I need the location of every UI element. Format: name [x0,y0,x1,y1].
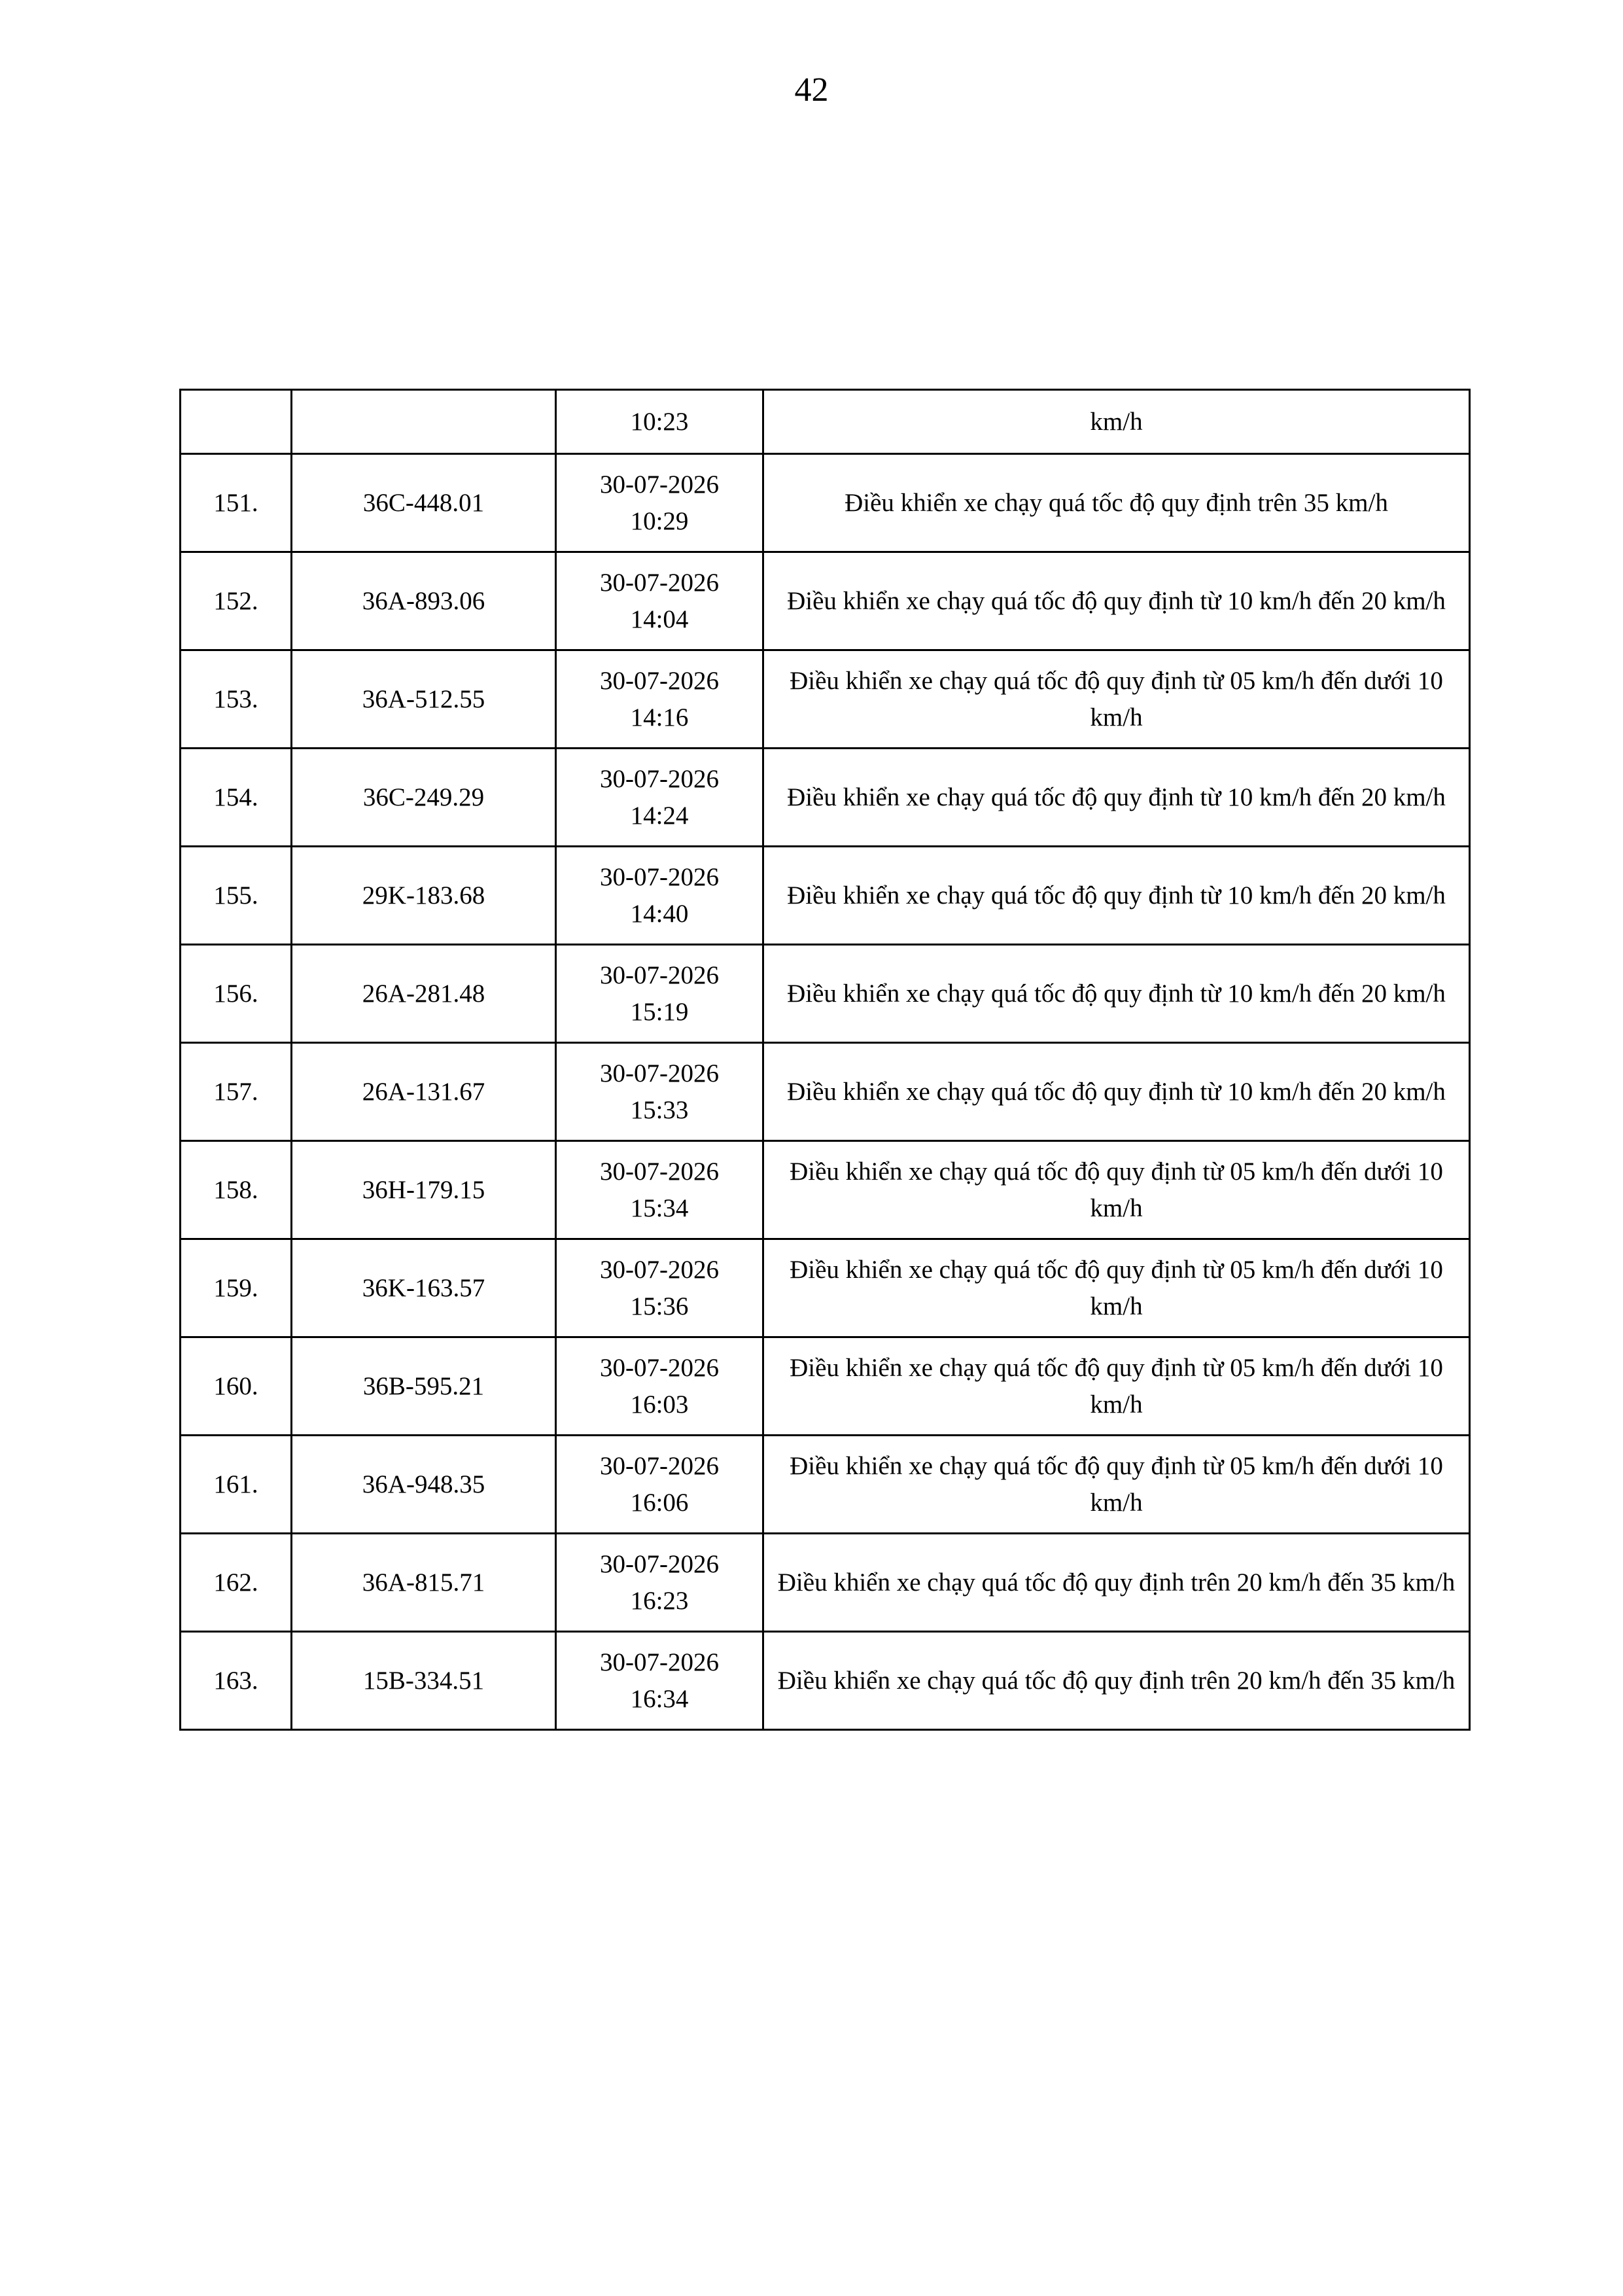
table-row [181,454,1470,552]
license-plate: 36H-179.15 [292,1141,556,1239]
row-number: 157. [181,1043,292,1141]
row-number [181,390,292,454]
row-number: 153. [181,650,292,749]
violation-datetime [556,1141,763,1239]
violation-description: Điều khiển xe chạy quá tốc độ quy định từ 10 km/h đến 20 km/h [763,1043,1470,1141]
violations-table [179,389,1471,1731]
violation-time: 14:16 [630,703,689,732]
violation-date: 30-07-2026 [600,568,719,597]
violation-date: 30-07-2026 [600,1648,719,1676]
table-row [181,749,1470,847]
violation-time: 10:23 [556,390,763,454]
row-number: 151. [181,454,292,552]
violation-description: Điều khiển xe chạy quá tốc độ quy định từ 05 km/h đến dưới 10 km/h [763,650,1470,749]
row-number: 155. [181,847,292,945]
violation-datetime [556,847,763,945]
table-row [181,1337,1470,1436]
table-row [181,1632,1470,1730]
table-row [181,1436,1470,1534]
violation-datetime [556,650,763,749]
violation-date: 30-07-2026 [600,1451,719,1480]
row-number: 163. [181,1632,292,1730]
row-number: 156. [181,945,292,1043]
violation-date: 30-07-2026 [600,961,719,989]
license-plate: 36A-815.71 [292,1534,556,1632]
row-number: 152. [181,552,292,650]
violation-date: 30-07-2026 [600,666,719,695]
violation-time: 15:33 [630,1095,689,1124]
license-plate: 36A-948.35 [292,1436,556,1534]
violation-datetime [556,1534,763,1632]
row-number: 161. [181,1436,292,1534]
violation-time: 16:23 [630,1586,689,1615]
license-plate: 36K-163.57 [292,1239,556,1337]
license-plate: 36B-595.21 [292,1337,556,1436]
license-plate: 36C-448.01 [292,454,556,552]
violation-datetime [556,1436,763,1534]
table-row [181,552,1470,650]
violation-time: 14:24 [630,801,689,830]
row-number: 159. [181,1239,292,1337]
violation-datetime [556,1043,763,1141]
violations-table-body [181,390,1470,1730]
row-number: 158. [181,1141,292,1239]
violation-date: 30-07-2026 [600,862,719,891]
violation-description: Điều khiển xe chạy quá tốc độ quy định từ 10 km/h đến 20 km/h [763,749,1470,847]
license-plate: 15B-334.51 [292,1632,556,1730]
table-row [181,945,1470,1043]
violation-date: 30-07-2026 [600,1353,719,1382]
violation-description: Điều khiển xe chạy quá tốc độ quy định từ 10 km/h đến 20 km/h [763,847,1470,945]
row-number: 154. [181,749,292,847]
violation-time: 16:06 [630,1488,689,1517]
license-plate: 36A-512.55 [292,650,556,749]
violation-time: 15:34 [630,1193,689,1222]
violation-date: 30-07-2026 [600,1059,719,1087]
violation-date: 30-07-2026 [600,1255,719,1284]
violation-description: Điều khiển xe chạy quá tốc độ quy định từ 05 km/h đến dưới 10 km/h [763,1337,1470,1436]
row-number: 162. [181,1534,292,1632]
violation-datetime [556,749,763,847]
violation-datetime [556,1239,763,1337]
violation-datetime [556,552,763,650]
violation-date: 30-07-2026 [600,1157,719,1186]
license-plate: 36A-893.06 [292,552,556,650]
violation-time: 14:40 [630,899,689,928]
violation-date: 30-07-2026 [600,1549,719,1578]
license-plate: 26A-131.67 [292,1043,556,1141]
violation-description: Điều khiển xe chạy quá tốc độ quy định từ 10 km/h đến 20 km/h [763,945,1470,1043]
violation-description: Điều khiển xe chạy quá tốc độ quy định từ 05 km/h đến dưới 10 km/h [763,1239,1470,1337]
violation-description: Điều khiển xe chạy quá tốc độ quy định từ 10 km/h đến 20 km/h [763,552,1470,650]
license-plate [292,390,556,454]
page-number: 42 [794,71,829,109]
violation-time: 16:34 [630,1684,689,1713]
violation-time: 10:29 [630,506,689,535]
violation-time: 15:36 [630,1292,689,1320]
license-plate: 36C-249.29 [292,749,556,847]
violation-time: 15:19 [630,997,689,1026]
license-plate: 26A-281.48 [292,945,556,1043]
violation-date: 30-07-2026 [600,470,719,499]
violation-description: Điều khiển xe chạy quá tốc độ quy định từ 05 km/h đến dưới 10 km/h [763,1436,1470,1534]
violation-description: Điều khiển xe chạy quá tốc độ quy định trên 20 km/h đến 35 km/h [763,1632,1470,1730]
violation-datetime [556,1632,763,1730]
table-row [181,650,1470,749]
violation-datetime [556,945,763,1043]
violation-description: Điều khiển xe chạy quá tốc độ quy định từ 05 km/h đến dưới 10 km/h [763,1141,1470,1239]
violation-description: Điều khiển xe chạy quá tốc độ quy định trên 20 km/h đến 35 km/h [763,1534,1470,1632]
violation-datetime [556,454,763,552]
table-row [181,1043,1470,1141]
violation-time: 14:04 [630,605,689,633]
violation-date: 30-07-2026 [600,764,719,793]
table-row [181,1239,1470,1337]
license-plate: 29K-183.68 [292,847,556,945]
violation-time: 16:03 [630,1390,689,1419]
table-row [181,847,1470,945]
violation-description: Điều khiển xe chạy quá tốc độ quy định trên 35 km/h [763,454,1470,552]
row-number: 160. [181,1337,292,1436]
violation-datetime [556,1337,763,1436]
table-row-continued [181,390,1470,454]
violation-description: km/h [763,390,1470,454]
table-row [181,1141,1470,1239]
table-row [181,1534,1470,1632]
